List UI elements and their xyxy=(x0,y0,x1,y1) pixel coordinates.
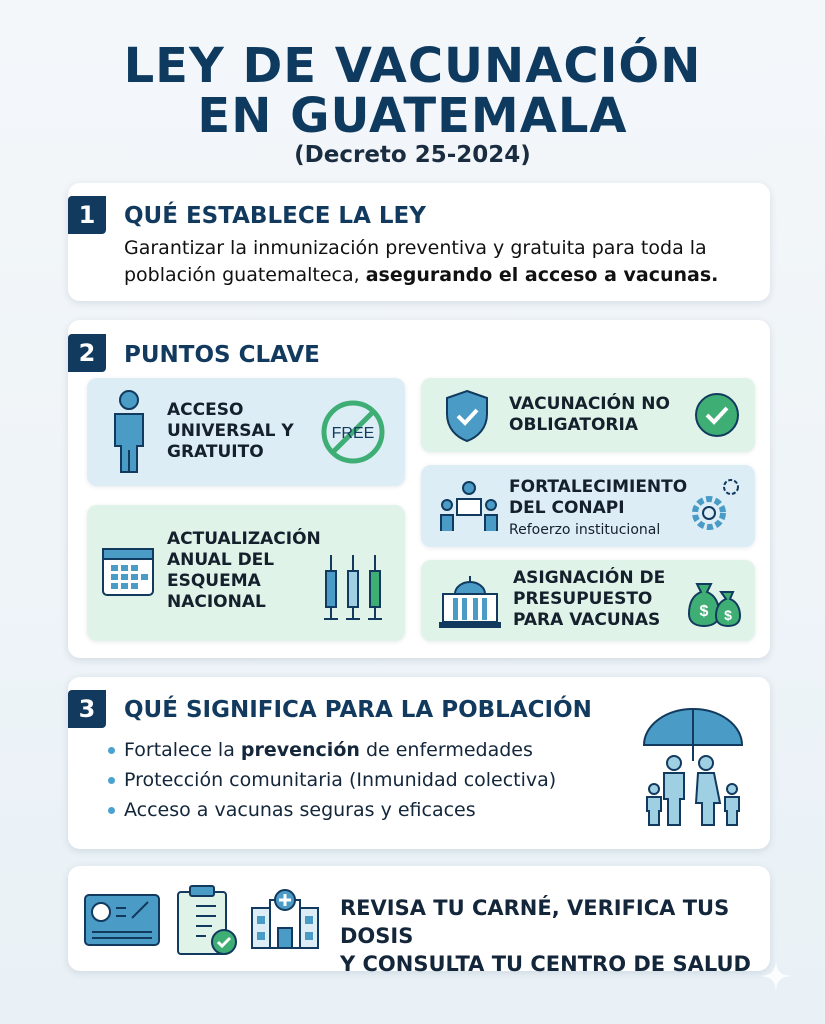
section-number: 1 xyxy=(68,196,106,234)
key-point-budget xyxy=(421,560,755,641)
key-point-title: FORTALECIMIENTO DEL CONAPI xyxy=(509,477,688,518)
gears-icon xyxy=(689,475,745,535)
list-item: Protección comunitaria (Inmunidad colectiva) xyxy=(106,765,556,795)
section-text xyxy=(124,235,764,289)
section-what-law-establishes xyxy=(68,183,770,301)
call-to-action xyxy=(68,866,770,976)
section-meaning-for-population xyxy=(68,677,770,849)
key-point-conapi xyxy=(421,465,755,547)
key-point-title: ASIGNACIÓN DE PRESUPUESTO PARA VACUNAS xyxy=(513,568,666,630)
svg-text:$: $ xyxy=(699,603,709,620)
cta-line-2: Y CONSULTA TU CENTRO DE SALUD xyxy=(340,952,751,976)
cta-text xyxy=(340,894,770,978)
section-heading: QUÉ ESTABLECE LA LEY xyxy=(124,203,426,229)
section-key-points xyxy=(68,320,770,658)
person-icon xyxy=(109,390,149,474)
syringes-icon xyxy=(321,555,385,623)
free-no-cost-icon xyxy=(319,398,387,466)
svg-text:$: $ xyxy=(724,607,732,623)
key-point-subtitle: Refoerzo institucional xyxy=(509,522,661,538)
list-item: Fortalece la prevención de enfermedades xyxy=(106,735,556,765)
key-point-non-mandatory xyxy=(421,378,755,452)
key-point-annual-schedule xyxy=(87,505,405,641)
section-number: 3 xyxy=(68,690,106,728)
key-point-title: ACTUALIZACIÓN ANUAL DEL ESQUEMA NACIONAL xyxy=(167,529,321,612)
key-point-universal-access xyxy=(87,378,405,486)
svg-text:FREE: FREE xyxy=(331,425,375,442)
shield-check-icon xyxy=(443,388,491,444)
section-heading: PUNTOS CLAVE xyxy=(124,342,320,368)
title-line-2: EN GUATEMALA xyxy=(197,88,628,144)
vaccination-card-icon xyxy=(84,894,160,946)
money-bags-icon xyxy=(683,574,745,628)
meeting-icon xyxy=(439,479,499,535)
key-point-title: VACUNACIÓN NO OBLIGATORIA xyxy=(509,394,670,435)
text-bold: asegurando el acceso a vacunas. xyxy=(365,264,719,286)
section-heading: QUÉ SIGNIFICA PARA LA POBLACIÓN xyxy=(124,697,592,723)
cta-line-1: REVISA TU CARNÉ, VERIFICA TUS DOSIS xyxy=(340,896,730,948)
check-circle-icon xyxy=(693,391,741,439)
family-umbrella-icon xyxy=(640,705,746,829)
sparkle-icon xyxy=(758,958,794,994)
government-building-icon xyxy=(439,574,501,630)
text-plain: Garantizar la inmunización preventiva y gratuita para toda la población guatemalteca, xyxy=(124,237,707,286)
key-point-title: ACCESO UNIVERSAL Y GRATUITO xyxy=(167,400,294,462)
checklist-icon xyxy=(176,884,238,958)
health-center-icon xyxy=(248,888,322,952)
calendar-icon xyxy=(101,543,155,597)
subtitle: (Decreto 25-2024) xyxy=(294,142,531,168)
section-number: 2 xyxy=(68,334,106,372)
title-line-1: LEY DE VACUNACIÓN xyxy=(123,38,702,94)
list-item: Acceso a vacunas seguras y eficaces xyxy=(106,795,556,825)
benefits-list xyxy=(106,735,556,825)
